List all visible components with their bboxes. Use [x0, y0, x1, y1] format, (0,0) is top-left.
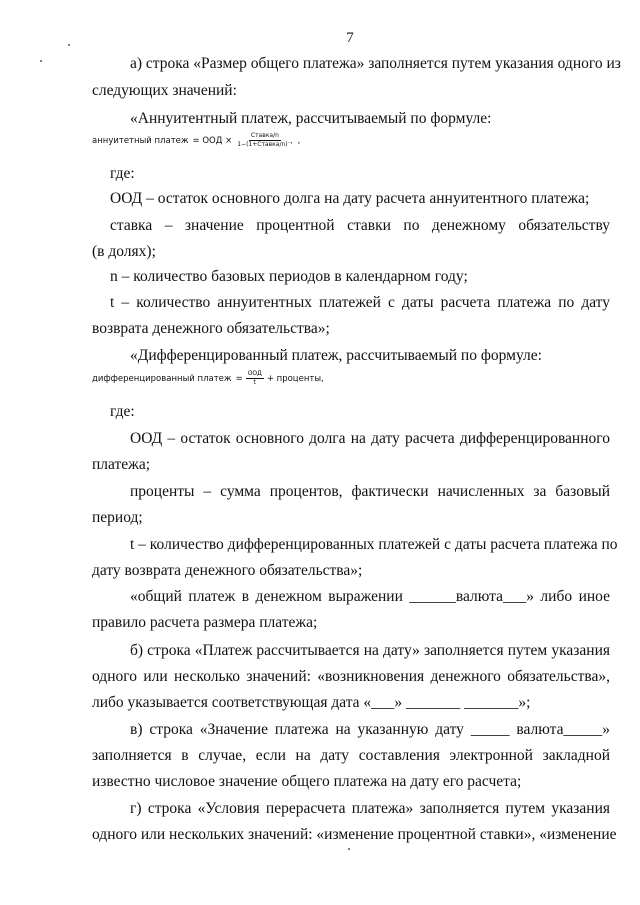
paragraph-line: «общий платеж в денежном выражении ______валюта___» либо иное — [130, 588, 610, 605]
paragraph-line: заполняется в случае, если на дату составления электронной закладной — [92, 747, 610, 764]
paragraph-line: t – количество дифференцированных платежей с даты расчета платежа по — [130, 536, 618, 553]
formula-operator: = ООД × — [192, 135, 233, 146]
paragraph-line: правило расчета размера платежа; — [92, 614, 318, 631]
paragraph-line: дату возврата денежного обязательства»; — [92, 562, 363, 579]
formula-tail: , — [297, 135, 301, 146]
formula-left-side: дифференцированный платеж — [92, 373, 232, 384]
fraction-numerator: ООД — [247, 370, 262, 377]
paragraph-line: известно числовое значение общего платежа на дату его расчета; — [92, 773, 522, 790]
paragraph-line: одного или нескольких значений: «изменение процентной ставки», «изменение — [92, 826, 617, 843]
formula-left-side: аннуитетный платеж — [92, 135, 189, 146]
fraction-denominator: t — [253, 379, 256, 386]
paragraph-line: возврата денежного обязательства»; — [92, 320, 330, 337]
paragraph-line: n – количество базовых периодов в календарном году; — [110, 268, 468, 285]
fraction-numerator: Ставка/n — [250, 132, 279, 139]
formula-tail: + проценты, — [266, 373, 324, 384]
scan-speck — [40, 60, 42, 62]
paragraph-line: «Дифференцированный платеж, рассчитываемый по формуле: — [130, 347, 542, 364]
paragraph-line: «Аннуитентный платеж, рассчитываемый по формуле: — [130, 110, 492, 127]
paragraph-line: (в долях); — [92, 243, 156, 260]
paragraph-line: t – количество аннуитентных платежей с даты расчета платежа по дату — [110, 294, 610, 311]
paragraph-line: одного или несколько значений: «возникновения денежного обязательства», — [92, 668, 610, 685]
paragraph-line: период; — [92, 509, 143, 526]
formula-fraction — [246, 370, 264, 387]
formula-operator: = — [235, 373, 243, 384]
paragraph-line: где: — [110, 403, 135, 420]
paragraph-line: ставка – значение процентной ставки по денежному обязательству — [110, 217, 610, 234]
page-number: 7 — [346, 30, 354, 46]
paragraph-line: в) строка «Значение платежа на указанную дату _____ валюта_____» — [130, 721, 610, 738]
paragraph-line: либо указывается соответствующая дата «___» _______ _______»; — [92, 694, 531, 711]
paragraph-line: г) строка «Условия перерасчета платежа» заполняется путем указания — [130, 800, 610, 817]
scan-speck — [348, 848, 350, 850]
annuity-formula — [92, 132, 300, 149]
paragraph-line: б) строка «Платеж рассчитывается на дату» заполняется путем указания — [130, 642, 610, 659]
paragraph-line: проценты – сумма процентов, фактически начисленных за базовый — [130, 483, 610, 500]
differentiated-formula — [92, 370, 324, 387]
paragraph-line: следующих значений: — [92, 82, 237, 99]
paragraph-line: а) строка «Размер общего платежа» заполняется путем указания одного из — [130, 55, 621, 72]
fraction-denominator: 1−(1+Ставка/n)⁻ᵗ — [237, 141, 293, 148]
paragraph-line: платежа; — [92, 456, 151, 473]
paragraph-line: ООД – остаток основного долга на дату расчета дифференцированного — [130, 430, 610, 447]
paragraph-line: ООД – остаток основного долга на дату расчета аннуитентного платежа; — [110, 190, 590, 207]
paragraph-line: где: — [110, 165, 135, 182]
formula-fraction — [235, 132, 294, 149]
scan-speck — [68, 44, 70, 46]
